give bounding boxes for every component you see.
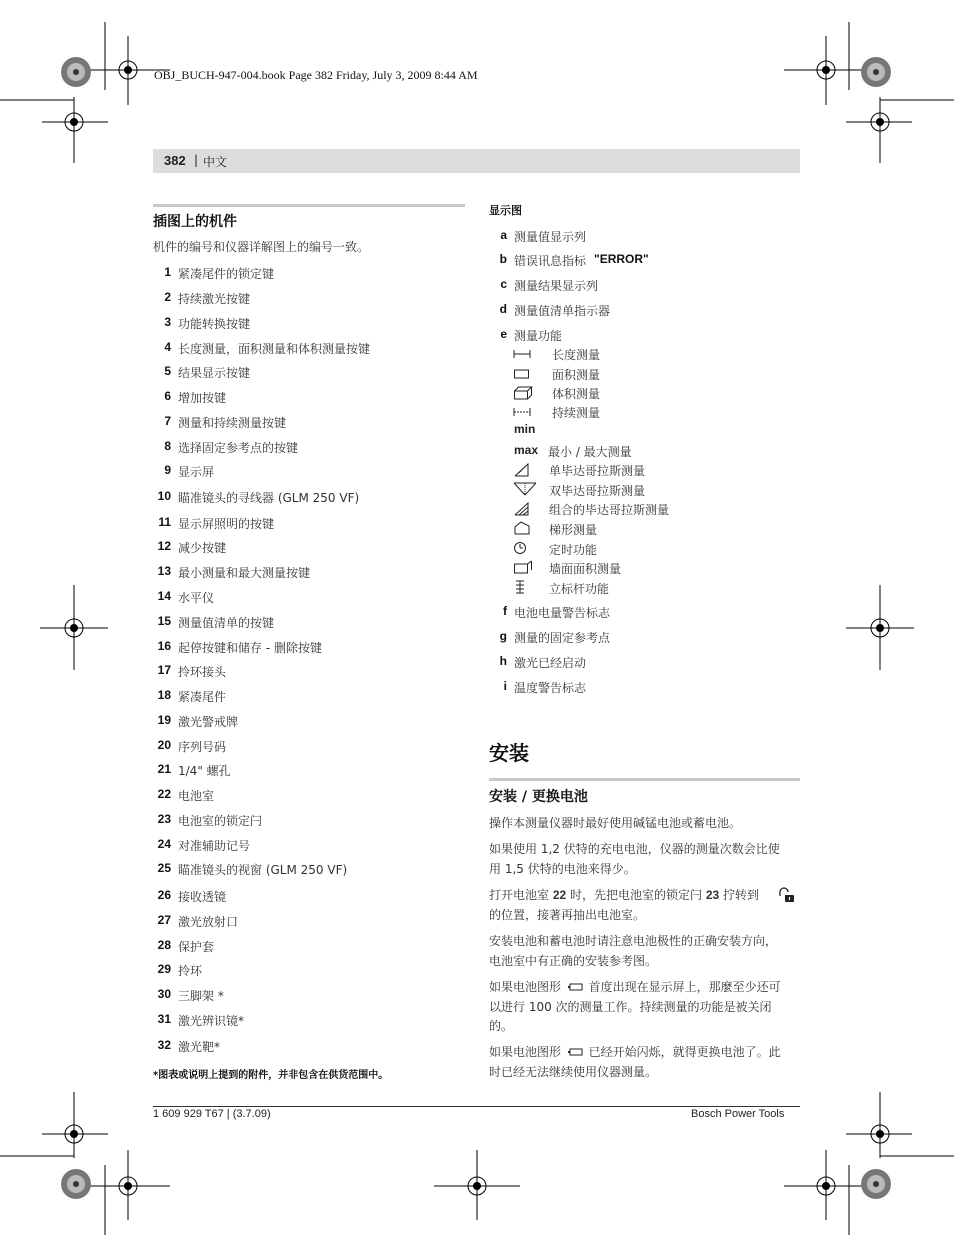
list-item-number: 10 [157,489,171,503]
trapezoid-measure-icon [513,521,531,535]
list-item-number: 27 [157,913,171,927]
list-item-text: 拎环接头 [178,665,227,679]
volume-measure-icon [513,386,533,400]
page-header-bar [153,149,800,173]
battery-paragraph-5c: 的。 [489,1019,514,1033]
list-item-text: 选择固定参考点的按键 [178,441,299,455]
min-label: min [514,422,536,436]
function-label: 双毕达哥拉斯测量 [549,484,646,498]
legend-text: 测量的固定参考点 [514,631,611,645]
p6-text-b: 已经开始闪烁，就得更换电池了。此 [588,1045,781,1059]
list-item-text: 持续激光按键 [178,292,251,306]
p5-text-b: 首度出现在显示屏上，那麼至少还可 [588,980,781,994]
header-separator: | [194,153,199,167]
list-item-number: 18 [157,688,171,702]
list-item-text: 序列号码 [178,740,227,754]
battery-paragraph-4a: 安装电池和蓄电池时请注意电池极性的正确安装方向， [489,934,778,948]
left-section-rule [153,204,465,207]
list-item-text: 对准辅助记号 [178,839,251,853]
list-item-number: 29 [157,962,171,976]
battery-paragraph-2a: 如果使用 1,2 伏特的充电电池，仪器的测量次数会比使 [489,842,780,856]
list-item-number: 14 [157,589,171,603]
list-item-text: 显示屏照明的按键 [178,517,275,531]
left-intro: 机件的编号和仪器详解图上的编号一致。 [153,240,370,254]
legend-text: 测量值清单指示器 [514,304,611,318]
battery-paragraph-3a [489,885,759,905]
list-item-text: 电池室 [178,789,215,803]
unlock-icon [777,887,795,903]
legend-letter: f [503,604,507,618]
list-item-text: 测量值清单的按键 [178,616,275,630]
page-number: 382 [164,153,186,168]
footnote: *图表或说明上提到的附件，并非包含在供货范围中。 [153,1070,389,1081]
list-item-text: 水平仪 [178,591,215,605]
wall-area-icon [513,560,533,574]
list-item-text: 显示屏 [178,465,215,479]
list-item-text: 接收透镜 [178,890,227,904]
list-item-number: 19 [157,713,171,727]
battery-sub-heading: 安装 / 更换电池 [489,789,588,805]
footer-left: 1 609 929 T67 | (3.7.09) [153,1108,271,1120]
max-label: max [514,443,539,457]
list-item-number: 13 [157,564,171,578]
function-label: 立标杆功能 [549,582,610,596]
function-label: 体积测量 [552,387,601,401]
timer-icon [513,541,529,555]
legend-text: 错误讯息指标 [514,254,587,268]
list-item-text: 紧凑尾件的锁定键 [178,267,275,281]
legend-text: 测量值显示列 [514,230,587,244]
list-item-number: 16 [157,639,171,653]
function-label: 组合的毕达哥拉斯测量 [549,503,670,517]
list-item-text: 长度测量，面积测量和体积测量按键 [178,342,371,356]
list-item-number: 15 [157,614,171,628]
print-slug: OBJ_BUCH-947-004.book Page 382 Friday, July 3, 2009 8:44 AM [154,68,478,82]
list-item-number: 23 [157,812,171,826]
left-heading: 插图上的机件 [153,214,237,230]
list-item-text: 保护套 [178,940,215,954]
p3-ref-22: 22 [552,888,567,902]
list-item-number: 21 [157,762,171,776]
legend-letter: h [499,654,507,668]
function-label: 长度测量 [552,348,601,362]
legend-text: 激光已经启动 [514,656,587,670]
p3-ref-23: 23 [705,888,720,902]
function-label: 持续测量 [552,406,601,420]
list-item-number: 20 [157,738,171,752]
list-item-text: 拎环 [178,964,203,978]
list-item-number: 26 [157,888,171,902]
double-pythagoras-icon [513,482,537,496]
battery-paragraph-6a [489,1042,781,1062]
p3-text-a: 打开电池室 [489,888,553,902]
combined-pythagoras-icon [513,502,531,516]
list-item-text: 激光放射口 [178,915,239,929]
battery-paragraph-6b: 时已经无法继续使用仪器测量。 [489,1065,658,1079]
p3-text-e: 拧转到 [719,888,760,902]
single-pythagoras-icon [513,463,531,477]
list-item-number: 25 [157,861,171,875]
legend-letter: d [499,302,507,316]
battery-paragraph-3b: 的位置，接著再抽出电池室。 [489,908,646,922]
p5-text-a: 如果电池图形 [489,980,562,994]
footer-rule [153,1106,800,1107]
function-label: 墙面面积测量 [549,562,622,576]
list-item-text: 激光靶* [178,1040,221,1054]
list-item-number: 7 [164,414,171,428]
battery-paragraph-4b: 电池室中有正确的安装参考图。 [489,954,658,968]
list-item-number: 28 [157,938,171,952]
battery-paragraph-2b: 用 1,5 伏特的电池来得少。 [489,862,636,876]
battery-paragraph-1: 操作本测量仪器时最好使用碱锰电池或蓄电池。 [489,816,742,830]
legend-letter: c [500,277,507,291]
list-item-number: 6 [164,389,171,403]
list-item-number: 32 [157,1038,171,1052]
legend-text: 测量功能 [514,329,563,343]
legend-letter: b [499,252,507,266]
legend-letter: a [500,228,507,242]
list-item-number: 5 [164,364,171,378]
list-item-number: 24 [157,837,171,851]
list-item-number: 4 [164,340,171,354]
area-measure-icon [513,367,531,381]
list-item-text: 功能转换按键 [178,317,251,331]
list-item-text: 1/4" 螺孔 [178,764,231,778]
list-item-text: 增加按键 [178,391,227,405]
right-section-rule [489,778,800,781]
list-item-number: 9 [164,463,171,477]
continuous-measure-icon [513,405,531,419]
list-item-text: 三脚架 * [178,989,224,1003]
list-item-text: 测量和持续测量按键 [178,416,287,430]
footer-right: Bosch Power Tools [691,1108,785,1120]
error-indicator-text: "ERROR" [594,252,649,266]
section-title: 安装 [489,741,529,765]
list-item-number: 8 [164,439,171,453]
list-item-number: 11 [158,515,171,529]
list-item-text: 激光辨识镜* [178,1014,245,1028]
list-item-number: 31 [157,1012,171,1026]
list-item-text: 最小测量和最大测量按键 [178,566,311,580]
list-item-number: 3 [164,315,171,329]
header-language: 中文 [203,155,228,169]
function-label: 单毕达哥拉斯测量 [549,464,646,478]
battery-paragraph-5b: 以进行 100 次的测量工作。持续测量的功能是被关闭 [489,1000,772,1014]
battery-blink-icon [567,1047,583,1057]
list-item-text: 瞄准镜头的寻线器 (GLM 250 VF) [178,491,360,505]
function-label: 面积测量 [552,368,601,382]
legend-text: 电池电量警告标志 [514,606,611,620]
legend-text: 温度警告标志 [514,681,587,695]
list-item-text: 激光警戒牌 [178,715,239,729]
list-item-number: 17 [157,663,171,677]
legend-letter: e [500,327,507,341]
function-label: 定时功能 [549,543,598,557]
list-item-number: 1 [164,265,171,279]
battery-paragraph-5a [489,977,781,997]
list-item-text: 紧凑尾件 [178,690,227,704]
display-heading: 显示图 [489,204,522,217]
function-label: 梯形测量 [549,523,598,537]
legend-letter: g [499,629,507,643]
minmax-label: 最小 / 最大测量 [548,445,632,459]
stakeout-icon [513,580,529,594]
list-item-number: 22 [157,787,171,801]
legend-text: 测量结果显示列 [514,279,599,293]
legend-letter: i [503,679,507,693]
p6-text-a: 如果电池图形 [489,1045,562,1059]
p3-text-c: 时，先把电池室的锁定闩 [566,888,706,902]
battery-icon [567,982,583,992]
list-item-number: 12 [157,539,171,553]
list-item-number: 2 [164,290,171,304]
list-item-text: 结果显示按键 [178,366,251,380]
list-item-text: 瞄准镜头的视窗 (GLM 250 VF) [178,863,348,877]
length-measure-icon [513,347,531,361]
list-item-text: 减少按键 [178,541,227,555]
list-item-number: 30 [157,987,171,1001]
list-item-text: 起停按键和储存 - 删除按键 [178,641,322,655]
list-item-text: 电池室的锁定闩 [178,814,263,828]
